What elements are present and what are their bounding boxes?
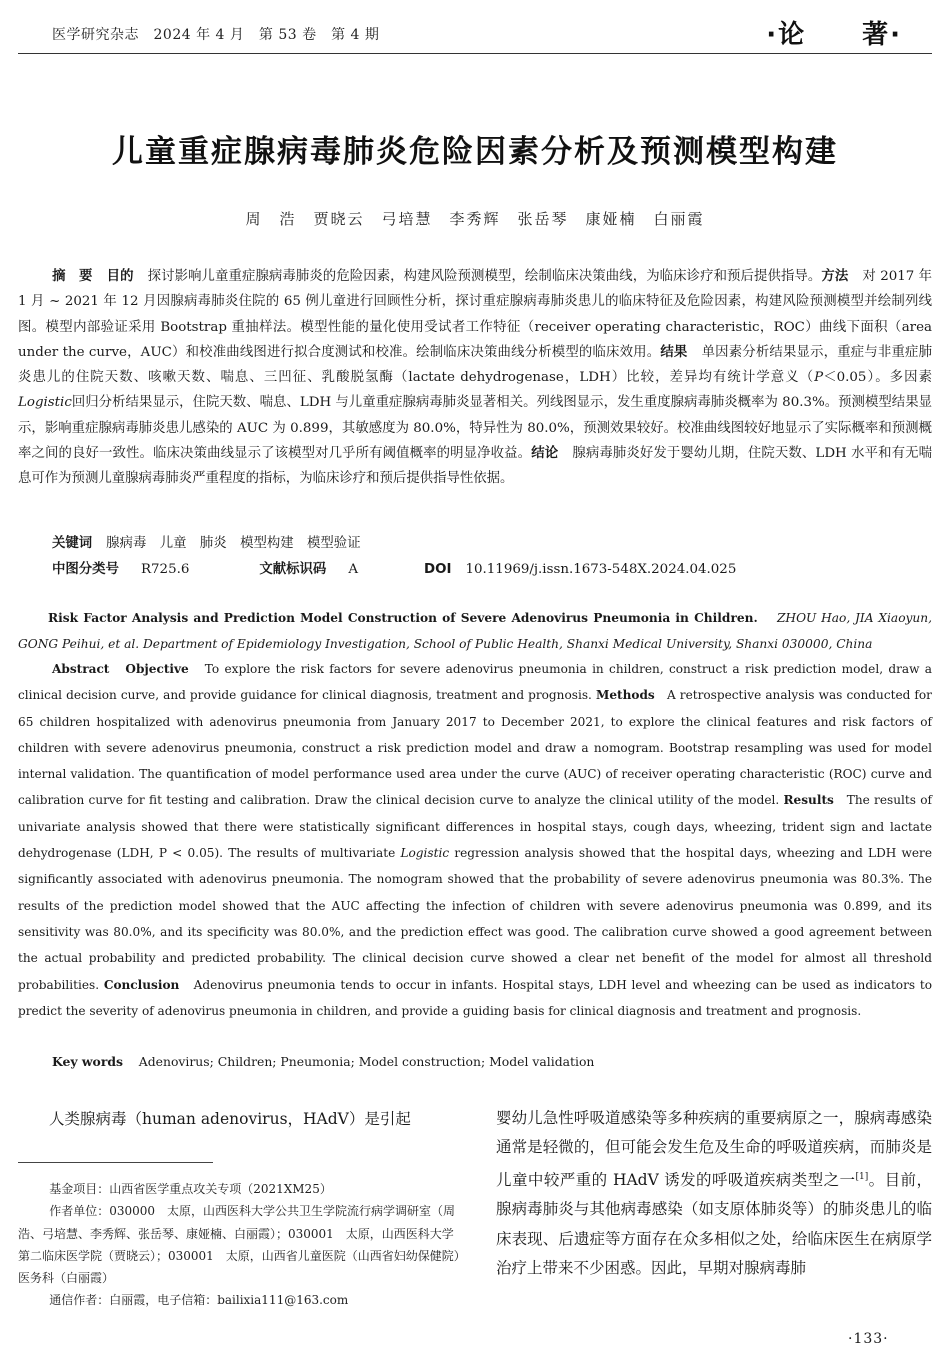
results-logistic: Logistic xyxy=(18,395,72,411)
keywords-label: 关键词 xyxy=(52,536,93,551)
doi-value: 10.11969/j.issn.1673-548X.2024.04.025 xyxy=(465,562,737,577)
clc-value: R725.6 xyxy=(140,562,190,577)
results-label: 结果 xyxy=(660,344,688,360)
methods-label: 方法 xyxy=(821,269,849,284)
en-methods-text: A retrospective analysis was conducted for 65 children hospitalized with adenovirus pneumonia from January 2017 to December 2021, to explore the clinical features and risk factors of children with severe adenovirus pneumonia, construct a risk prediction model and draw a nomogram. Bootstrap resampling was used for model internal validation. The quantification of model performance used area under the curve (AUC) of receiver operating characteristic (ROC) curve and calibration curve for fit testing and calibration. Draw the clinical decision curve to analyze the clinical utility of the model. xyxy=(18,688,932,808)
en-objective-text: To explore the risk factors for severe adenovirus pneumonia in children, construct a risk prediction model, draw a clinical decision curve, and provide guidance for clinical diagnosis, treatment and prognosis. xyxy=(18,662,932,703)
page-number: ·133· xyxy=(848,1331,889,1347)
doc-code-value: A xyxy=(348,562,358,577)
en-conclusion-label: Conclusion xyxy=(103,977,180,992)
results-p: P xyxy=(814,370,824,386)
en-keywords-items: Adenovirus; Children; Pneumonia; Model construction; Model validation xyxy=(138,1054,595,1069)
section-label: ·论 著· xyxy=(766,20,902,50)
english-abstract xyxy=(18,656,932,1024)
classification-line xyxy=(52,560,736,580)
chinese-abstract xyxy=(18,264,932,492)
keywords-items: 腺病毒 儿童 肺炎 模型构建 模型验证 xyxy=(106,536,361,551)
en-results-text-1: The results of univariate analysis showed that there were statistically significant differences in hospital stays, cough days, wheezing, trident sign and lactate dehydrogenase (LDH, P < 0.05). The results of multivariate xyxy=(18,793,932,861)
en-methods-label: Methods xyxy=(595,688,655,703)
results-text-2: ＜0.05）。多因素 xyxy=(823,370,932,386)
results-text-1: 单因素分析结果显示，重症与非重症肺炎患儿的住院天数、咳嗽天数、喘息、三凹征、乳酸脱氢酶（lactate dehydrogenase，LDH）比较，差异均有统计学意义（ xyxy=(18,344,932,386)
results-text-3: 回归分析结果显示，住院天数、喘息、LDH 与儿童重症腺病毒肺炎显著相关。列线图显示，发生重度腺病毒肺炎概率为 80.3%。预测模型结果显示，影响重症腺病毒肺炎患儿感染的 AUC 为 0.899，其敏感度为 80.0%，特异性为 80.0%，预测效果较好。校准曲线图较好地显示了实际概率和预测概率之间的良好一致性。临床决策曲线显示了该模型对几乎所有阈值概率的明显净收益。 xyxy=(18,395,932,462)
author-list: 周 浩 贾晓云 弓培慧 李秀辉 张岳琴 康娅楠 白丽霞 xyxy=(245,210,705,228)
keywords-cn xyxy=(52,534,361,554)
en-abstract-label: Abstract xyxy=(52,662,110,676)
footnote-rule xyxy=(18,1162,213,1163)
footnote-correspondence: 通信作者：白丽霞，电子信箱：bailixia111@163.com xyxy=(49,1293,349,1308)
abstract-label: 摘 要 xyxy=(52,269,93,284)
conclusion-text: 腺病毒肺炎好发于婴幼儿期，住院天数、LDH 水平和有无喘息可作为预测儿童腺病毒肺炎严重程度的指标，为临床诊疗和预后提供指导性依据。 xyxy=(18,446,933,487)
en-results-text-2: regression analysis showed that the hospital days, wheezing and LDH were significantly associated with adenovirus pneumonia. The nomogram showed that the probability of severe adenovirus pneumonia was 80.3%. The results of the prediction model showed that the AUC affecting the infection of children with severe adenovirus pneumonia was 0.899, and its sensitivity was 80.0%, and its specificity was 80.0%, and the prediction effect was good. The calibration curve showed a good agreement between the actual probability and predicted probability. The clinical decision curve showed a clear net benefit of the model for almost all threshold probabilities. xyxy=(18,846,932,992)
header-rule xyxy=(18,53,932,54)
doi-label: DOI xyxy=(424,562,452,577)
body-left-paragraph: 人类腺病毒（human adenovirus，HAdV）是引起 xyxy=(49,1110,411,1128)
footnotes xyxy=(18,1178,460,1312)
english-keywords xyxy=(52,1052,594,1072)
clc-label: 中图分类号 xyxy=(52,562,119,577)
doc-code-label: 文献标识码 xyxy=(259,562,327,577)
right-text-1: 婴幼儿急性呼吸道感染等多种疾病的重要病原之一，腺病毒感染通常是轻微的，但可能会发生危及生命的呼吸道疾病，而肺炎是儿童中较严重的 HAdV 诱发的呼吸道疾病类型之一 xyxy=(496,1109,932,1189)
article-title: 儿童重症腺病毒肺炎危险因素分析及预测模型构建 xyxy=(112,134,838,170)
english-authors-affiliation: ZHOU Hao, JIA Xiaoyun, GONG Peihui, et al. Department of Epidemiology Investigation, School of Public Health, Shanxi Medical University, Shanxi 030000, China xyxy=(18,611,932,651)
footnote-affiliation: 作者单位：030000 太原，山西医科大学公共卫生学院流行病学调研室（周浩、弓培慧、李秀辉、张岳琴、康娅楠、白丽霞）；030001 太原，山西医科大学第二临床医学院（贾晓云）；030001 太原，山西省儿童医院（山西省妇幼保健院）医务科（白丽霞） xyxy=(18,1204,460,1286)
body-right-paragraph xyxy=(496,1104,932,1284)
en-conclusion-text: Adenovirus pneumonia tends to occur in infants. Hospital stays, LDH level and wheezing can be used as indicators to predict the severity of adenovirus pneumonia in children, and provide a guiding basis for clinical diagnosis and treatment and prognosis. xyxy=(18,977,932,1018)
english-title-block xyxy=(18,605,932,657)
reference-marker[interactable]: [1] xyxy=(855,1171,869,1182)
right-text-2: 。目前，腺病毒肺炎与其他病毒感染（如支原体肺炎等）的肺炎患儿的临床表现、后遗症等方面存在众多相似之处，给临床医生在病原学治疗上带来不少困惑。因此，早期对腺病毒肺 xyxy=(496,1170,932,1278)
en-keywords-label: Key words xyxy=(52,1054,123,1069)
objective-label: 目的 xyxy=(106,269,134,284)
footnote-fund: 基金项目：山西省医学重点攻关专项（2021XM25） xyxy=(49,1182,332,1196)
objective-text: 探讨影响儿童重症腺病毒肺炎的危险因素，构建风险预测模型，绘制临床决策曲线，为临床诊疗和预后提供指导。 xyxy=(147,269,822,284)
journal-header: 医学研究杂志 2024 年 4 月 第 53 卷 第 4 期 xyxy=(52,27,380,43)
conclusion-label: 结论 xyxy=(531,446,559,462)
en-results-label: Results xyxy=(783,793,834,808)
en-results-logistic: Logistic xyxy=(400,846,450,861)
en-objective-label: Objective xyxy=(125,662,189,676)
methods-text: 对 2017 年 1 月 ~ 2021 年 12 月因腺病毒肺炎住院的 65 例儿童进行回顾性分析，探讨重症腺病毒肺炎患儿的临床特征及危险因素，构建风险预测模型并绘制列线图。模型内部验证采用 Bootstrap 重抽样法。模型性能的量化使用受试者工作特征（receiver operating characteristic，ROC）曲线下面积（area under the curve，AUC）和校准曲线图进行拟合度测试和校准。绘制临床决策曲线分析模型的临床效用。 xyxy=(18,269,933,360)
english-title: Risk Factor Analysis and Prediction Model Construction of Severe Adenovirus Pneumonia in Children. xyxy=(48,611,758,625)
